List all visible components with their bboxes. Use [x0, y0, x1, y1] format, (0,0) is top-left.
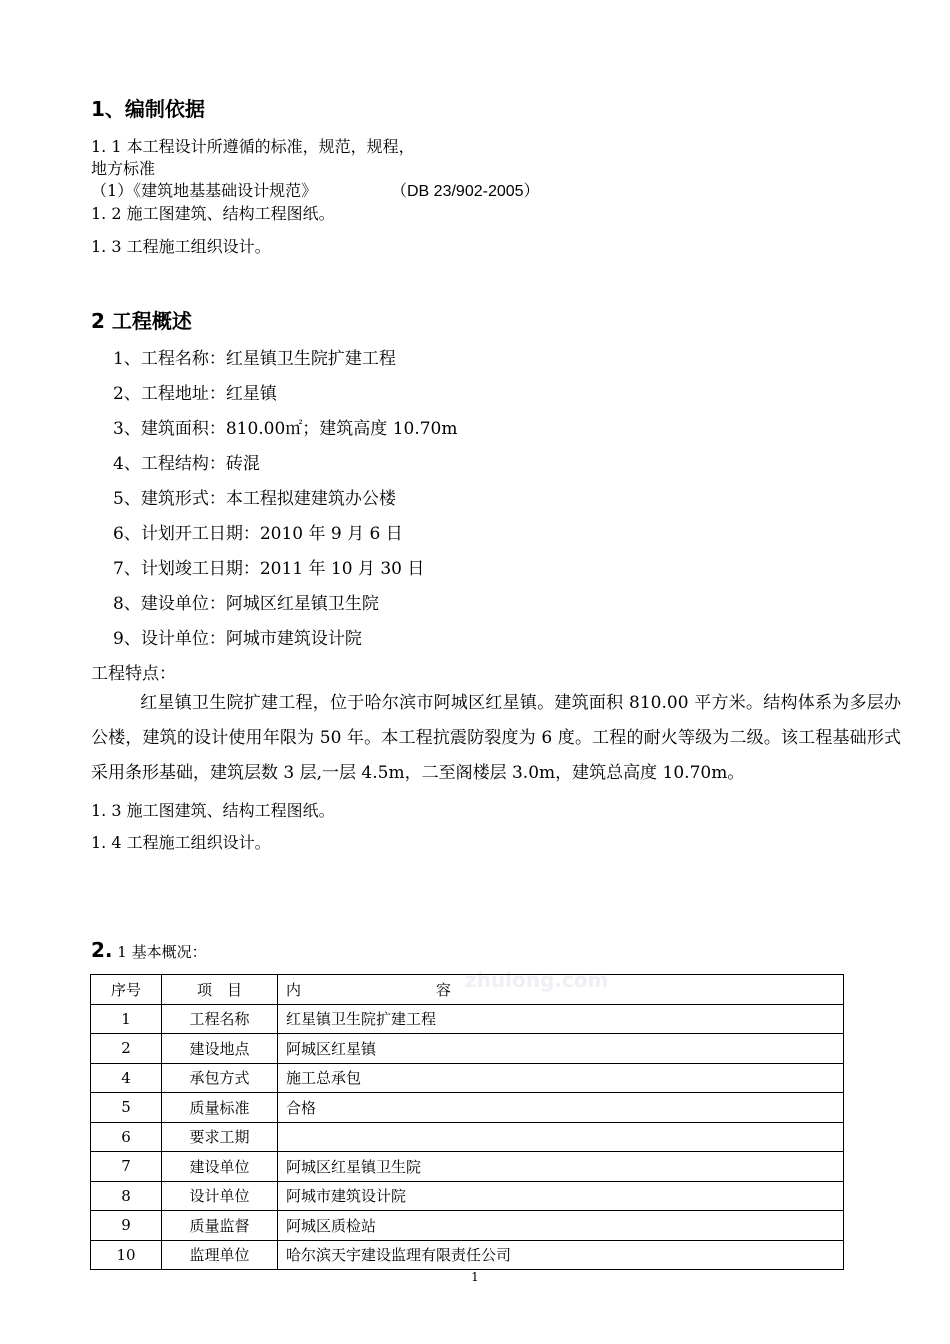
cell-index: 2 [91, 1034, 162, 1064]
cell-index: 8 [91, 1181, 162, 1211]
header-content: 内 容 [278, 975, 844, 1005]
overview-item: 3、建筑面积：810.00㎡；建筑高度 10.70m [113, 419, 458, 439]
features-label: 工程特点： [91, 664, 176, 684]
table-row [91, 1093, 844, 1123]
cell-content: 阿城区红星镇卫生院 [278, 1152, 844, 1182]
cell-index: 10 [91, 1240, 162, 1270]
overview-item: 1、工程名称：红星镇卫生院扩建工程 [113, 349, 396, 369]
cell-content: 阿城区质检站 [278, 1211, 844, 1241]
section1-line-4: 1. 2 施工图建筑、结构工程图纸。 [91, 204, 335, 223]
header-index: 序号 [91, 975, 162, 1005]
cell-item: 质量监督 [162, 1211, 278, 1241]
section1-standard-code: （DB 23/902-2005） [391, 183, 540, 200]
cell-item: 承包方式 [162, 1063, 278, 1093]
cell-content: 阿城区红星镇 [278, 1034, 844, 1064]
table-row [91, 1004, 844, 1034]
table-row [91, 1240, 844, 1270]
cell-item: 监理单位 [162, 1240, 278, 1270]
basic-info-table [90, 974, 844, 1270]
basic-heading [91, 938, 207, 962]
cell-index: 4 [91, 1063, 162, 1093]
section2-line-13: 1. 3 施工图建筑、结构工程图纸。 [91, 801, 335, 820]
cell-item: 设计单位 [162, 1181, 278, 1211]
cell-content [278, 1122, 844, 1152]
overview-item: 9、设计单位：阿城市建筑设计院 [113, 629, 362, 649]
cell-content: 合格 [278, 1093, 844, 1123]
basic-heading-number: 2. [91, 938, 113, 962]
section1-standard-name: （1）《建筑地基基础设计规范》 [91, 181, 318, 200]
table-row [91, 1034, 844, 1064]
overview-item: 7、计划竣工日期：2011 年 10 月 30 日 [113, 559, 425, 579]
basic-heading-text: 1 基本概况： [112, 943, 207, 961]
section1-line-1: 1. 1 本工程设计所遵循的标准，规范，规程， [91, 137, 415, 156]
table-row [91, 1211, 844, 1241]
cell-content: 哈尔滨天宇建设监理有限责任公司 [278, 1240, 844, 1270]
section2-line-14: 1. 4 工程施工组织设计。 [91, 833, 271, 852]
cell-content: 施工总承包 [278, 1063, 844, 1093]
overview-item: 8、建设单位：阿城区红星镇卫生院 [113, 594, 379, 614]
cell-item: 工程名称 [162, 1004, 278, 1034]
watermark: zhulong.com [465, 968, 609, 992]
cell-index: 7 [91, 1152, 162, 1182]
cell-item: 建设地点 [162, 1034, 278, 1064]
cell-item: 建设单位 [162, 1152, 278, 1182]
section1-line-2: 地方标准 [91, 159, 156, 178]
table-row [91, 1181, 844, 1211]
section2-heading: 2 工程概述 [91, 309, 192, 333]
cell-index: 1 [91, 1004, 162, 1034]
table-row [91, 1152, 844, 1182]
section1-heading: 1、编制依据 [91, 97, 205, 121]
cell-content: 红星镇卫生院扩建工程 [278, 1004, 844, 1034]
cell-content: 阿城市建筑设计院 [278, 1181, 844, 1211]
cell-index: 6 [91, 1122, 162, 1152]
table-header-row [91, 975, 844, 1005]
overview-item: 6、计划开工日期：2010 年 9 月 6 日 [113, 524, 403, 544]
section1-line-5: 1. 3 工程施工组织设计。 [91, 237, 271, 256]
features-text: 红星镇卫生院扩建工程，位于哈尔滨市阿城区红星镇。建筑面积 810.00 平方米。结构体系为多层办公楼，建筑的设计使用年限为 50 年。本工程抗震防裂度为 6 度。工程的耐火等级为二级。该工程基础形式采用条形基础，建筑层数 3 层,一层 4.5m，二至阁楼层 3.0m，建筑总高度 10.70m。 [91, 693, 901, 783]
page-number: 1 [471, 1270, 479, 1284]
cell-index: 5 [91, 1093, 162, 1123]
overview-item: 4、工程结构：砖混 [113, 454, 260, 474]
cell-index: 9 [91, 1211, 162, 1241]
overview-item: 5、建筑形式：本工程拟建建筑办公楼 [113, 489, 396, 509]
cell-item: 质量标准 [162, 1093, 278, 1123]
table-row [91, 1063, 844, 1093]
header-item: 项 目 [162, 975, 278, 1005]
features-paragraph [91, 686, 901, 791]
overview-item: 2、工程地址：红星镇 [113, 384, 277, 404]
table-row [91, 1122, 844, 1152]
cell-item: 要求工期 [162, 1122, 278, 1152]
